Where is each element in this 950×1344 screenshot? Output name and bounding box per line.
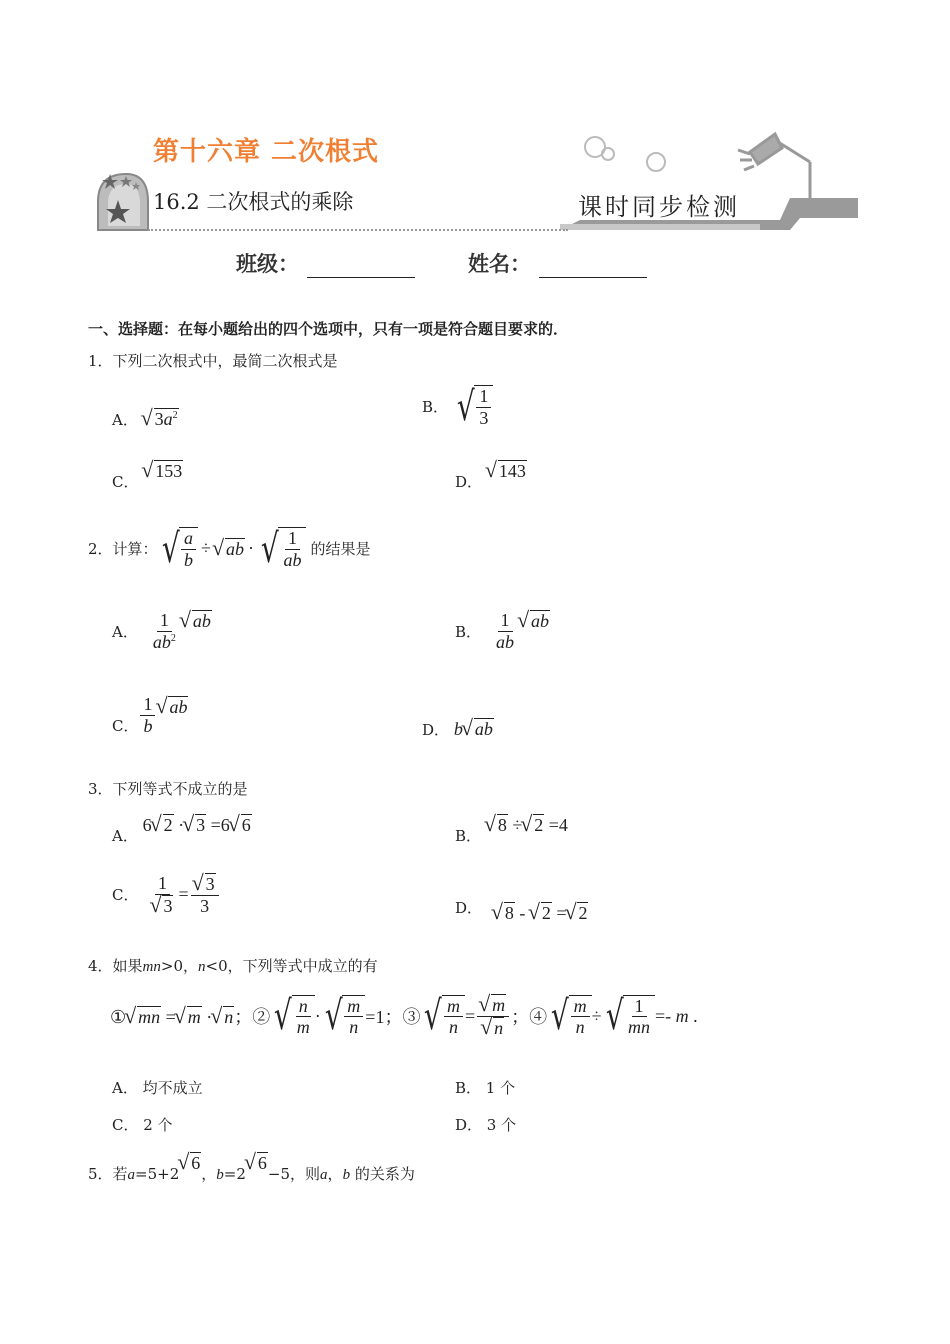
option-label: B． [455, 622, 482, 641]
q2-option-a: A． $\frac{1}{ab^2}$ √ ab [112, 610, 212, 652]
option-label: D． [455, 473, 483, 491]
q2-suffix: 的结果是 [310, 540, 371, 559]
q1-option-b: B． √ $\frac{1}{3}$ [422, 385, 493, 428]
class-blank[interactable] [307, 255, 415, 278]
desk-lamp-icon [738, 134, 810, 200]
name-field [468, 248, 647, 278]
option-label: A． [112, 827, 138, 845]
q2-prefix: 2．计算： [88, 540, 158, 559]
option-label: A． [112, 411, 138, 429]
q4-option-b: B． 1 个 [455, 1079, 516, 1097]
name-label: 姓名： [468, 251, 531, 276]
question-3-stem: 3．下列等式不成立的是 [88, 780, 248, 798]
section-title: 16.2 二次根式的乘除 [153, 190, 354, 214]
header-divider [148, 229, 568, 231]
question-2-stem: 2．计算： √ $\frac{a}{b}$ ÷ √ ab · √ $\frac{1}{ab}$ 的结果是 [88, 527, 370, 570]
class-label: 班级： [236, 251, 299, 276]
option-label: D． [422, 721, 450, 739]
q4-option-a: A． 均不成立 [112, 1079, 203, 1097]
option-label: B． [422, 398, 449, 417]
option-label: C． [112, 716, 139, 735]
star-badge-icon [98, 174, 148, 230]
question-1-stem: 1．下列二次根式中，最简二次根式是 [88, 352, 338, 370]
name-blank[interactable] [539, 255, 647, 278]
q3-option-d: D． √ 8 - √ 2 =√ 2 [455, 896, 588, 918]
q3-option-b: B． √ 8 ÷√ 2 =4 [455, 824, 568, 846]
q4-option-d: D． 3 个 [455, 1116, 517, 1134]
q1-option-c [112, 461, 183, 492]
q2-option-c: C． $\frac{1}{b}$ √ ab [112, 694, 188, 736]
class-field [236, 248, 415, 278]
option-label: C． [112, 886, 139, 905]
option-label: C． [112, 473, 139, 491]
question-4-stem: 4．如果mn>0，n<0，下列等式中成立的有 [88, 957, 378, 975]
q4-option-c: C． 2 个 [112, 1116, 173, 1134]
q2-option-d: D． b√ ab [422, 718, 494, 740]
question-5-stem: 5．若a=5+2√ 6，b=2√ 6−5，则a，b 的关系为 [88, 1162, 415, 1184]
q1-option-a: A． √ $3a^2$ [112, 408, 179, 430]
section-heading: 一、选择题：在每小题给出的四个选项中，只有一项是符合题目要求的． [88, 320, 569, 338]
q3-option-a: A． 6√ 2 ·√ 3 =6√ 6 [112, 824, 252, 846]
option-label: D． [455, 899, 483, 917]
q4-statements: ①√ mn =√ m ·√ n；② √ $\frac{n}{m}$ · √ $\frac{m}{n}$ =1；③ √ $\frac{m}{n}$ = √ m √ n ；④ √ $\frac{m}{n}$ ÷ √ $\frac{1}{mn}$ =- m . [110, 994, 698, 1038]
q1-d-value: 143 [498, 461, 526, 481]
q3-option-c: C． 1 √ 3 = √ $\frac{3}{3}$ [112, 873, 221, 916]
q2-option-b: B． $\frac{1}{ab}$ √ ab [455, 610, 550, 652]
chapter-title: 第十六章 二次根式 [153, 137, 380, 167]
option-label: B． [455, 827, 482, 845]
q1-option-d [455, 461, 527, 492]
sync-test-title: 课时同步检测 [578, 193, 740, 221]
q1-c-value: 153 [155, 461, 183, 481]
option-label: A． [112, 622, 138, 641]
